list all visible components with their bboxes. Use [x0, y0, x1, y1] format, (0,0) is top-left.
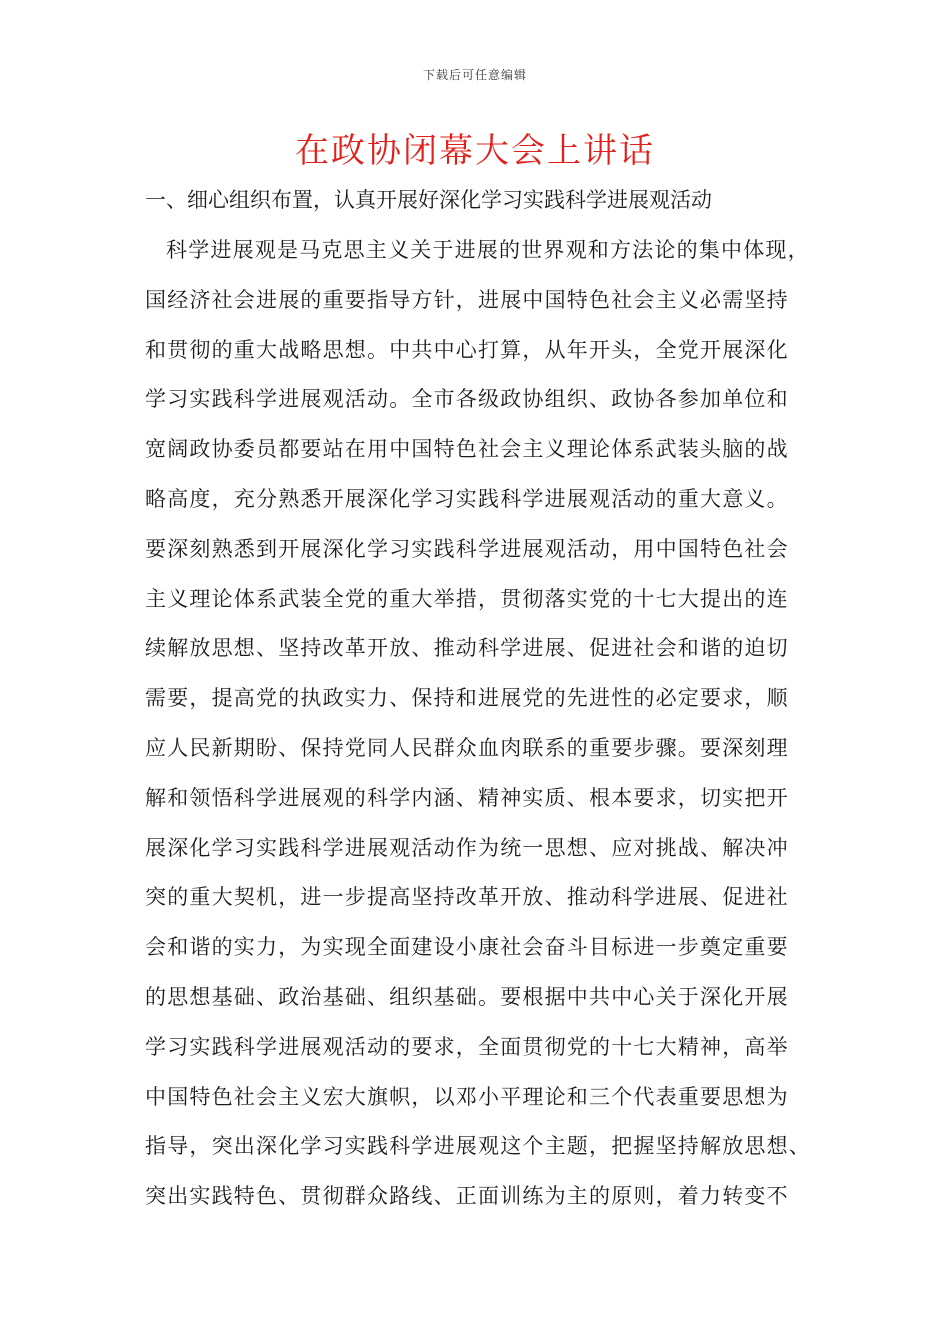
body-line: 解和领悟科学进展观的科学内涵、精神实质、根本要求，切实把开 — [145, 785, 789, 810]
body-line: 需要，提高党的执政实力、保持和进展党的先进性的必定要求，顺 — [145, 686, 789, 711]
section-heading: 一、细心组织布置，认真开展好深化学习实践科学进展观活动 — [145, 188, 712, 212]
body-text — [145, 234, 835, 1230]
body-line: 的思想基础、政治基础、组织基础。要根据中共中心关于深化开展 — [145, 984, 789, 1009]
body-line: 主义理论体系武装全党的重大举措，贯彻落实党的十七大提出的连 — [145, 586, 789, 611]
body-line: 应人民新期盼、保持党同人民群众血肉联系的重要步骤。要深刻理 — [145, 735, 789, 760]
body-line: 突的重大契机，进一步提高坚持改革开放、推动科学进展、促进社 — [145, 885, 789, 910]
body-line: 续解放思想、坚持改革开放、推动科学进展、促进社会和谐的迫切 — [145, 636, 789, 661]
body-line: 学习实践科学进展观活动。全市各级政协组织、政协各参加单位和 — [145, 387, 789, 412]
body-line: 和贯彻的重大战略思想。中共中心打算，从年开头，全党开展深化 — [145, 337, 789, 362]
body-line: 指导，突出深化学习实践科学进展观这个主题，把握坚持解放思想、 — [145, 1134, 811, 1159]
body-line: 突出实践特色、贯彻群众路线、正面训练为主的原则，着力转变不 — [145, 1184, 789, 1209]
body-line: 科学进展观是马克思主义关于进展的世界观和方法论的集中体现， — [166, 238, 810, 262]
body-line: 会和谐的实力，为实现全面建设小康社会奋斗目标进一步奠定重要 — [145, 935, 789, 960]
body-line: 宽阔政协委员都要站在用中国特色社会主义理论体系武装头脑的战 — [145, 437, 789, 462]
header-note: 下载后可任意编辑 — [422, 68, 527, 82]
body-line: 展深化学习实践科学进展观活动作为统一思想、应对挑战、解决冲 — [145, 835, 789, 860]
body-line: 学习实践科学进展观活动的要求，全面贯彻党的十七大精神，高举 — [145, 1034, 789, 1059]
document-title: 在政协闭幕大会上讲话 — [295, 131, 655, 171]
body-line: 国经济社会进展的重要指导方针，进展中国特色社会主义必需坚持 — [145, 287, 789, 312]
body-line: 要深刻熟悉到开展深化学习实践科学进展观活动，用中国特色社会 — [145, 536, 789, 561]
body-line: 中国特色社会主义宏大旗帜，以邓小平理论和三个代表重要思想为 — [145, 1084, 789, 1109]
body-line: 略高度，充分熟悉开展深化学习实践科学进展观活动的重大意义。 — [145, 486, 789, 511]
